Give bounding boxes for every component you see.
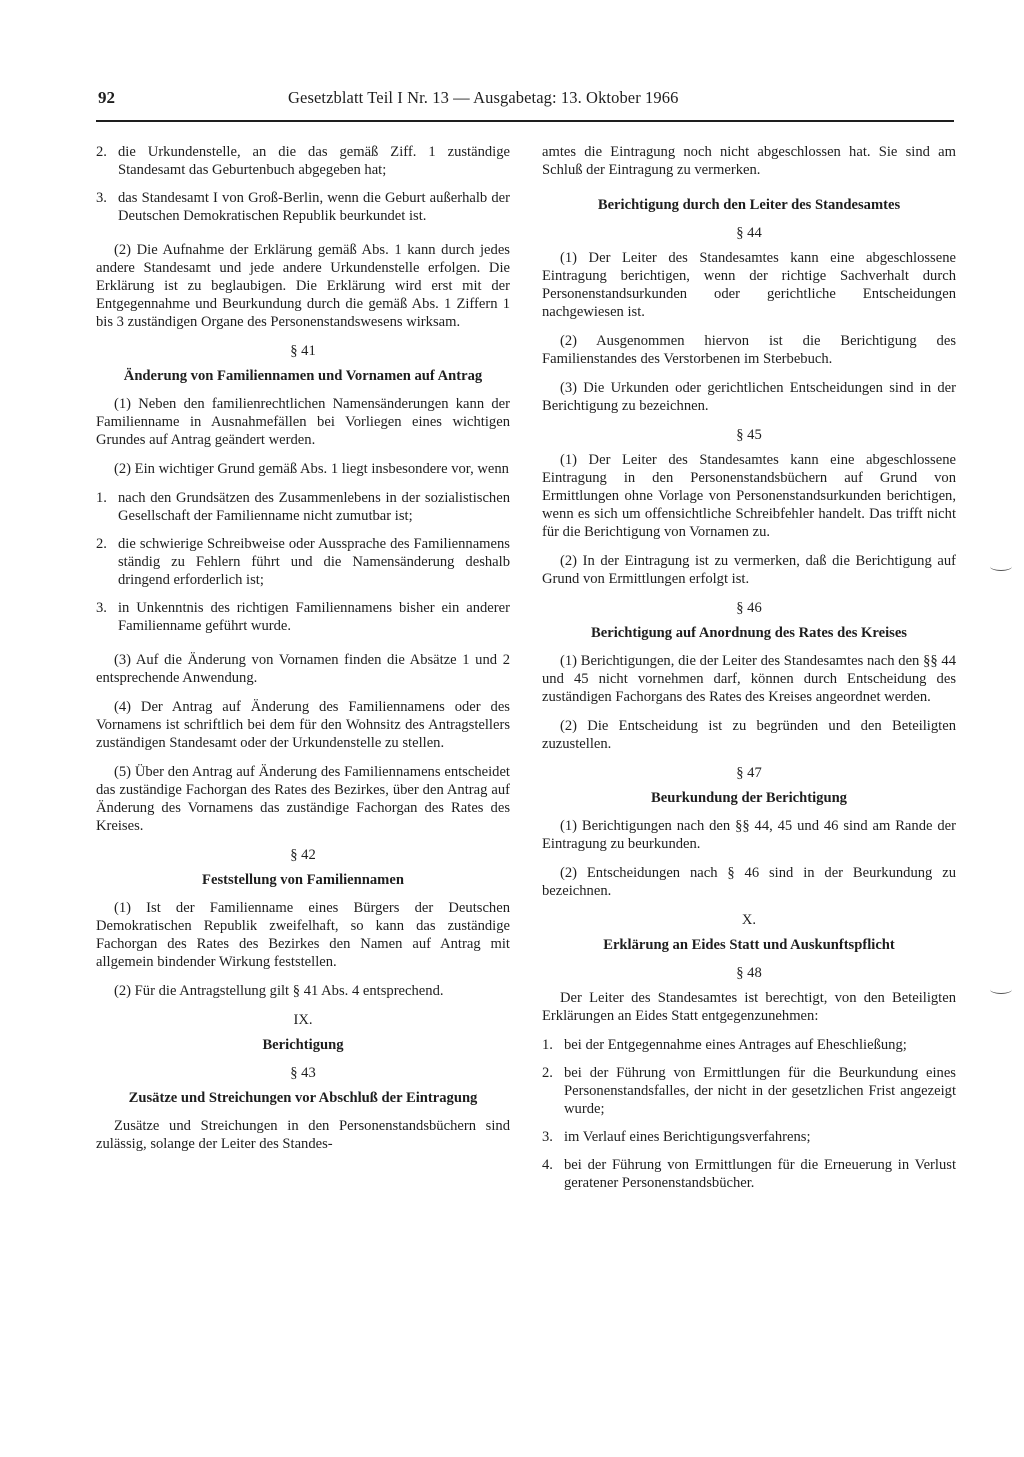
chapter-heading: Erklärung an Eides Statt und Auskunftspflicht [603, 937, 895, 953]
section-heading: Berichtigung durch den Leiter des Standesamtes [597, 197, 901, 213]
list-item: 3. in Unkenntnis des richtigen Familiennamens bisher ein anderer Familienname geführt wurde. [96, 600, 510, 634]
section-number: § 47 [736, 765, 762, 781]
paragraph: (1) Berichtigungen nach den §§ 44, 45 und 46 sind am Rande der Eintragung zu beurkunden. [542, 818, 956, 852]
paragraph: Zusätze und Streichungen in den Personenstandsbüchern sind zulässig, solange der Leiter des Standes- [96, 1118, 510, 1152]
section-heading: Zusätze und Streichungen vor Abschluß der Eintragung [128, 1090, 478, 1106]
right-column [542, 143, 956, 1202]
page-number: 92 [98, 88, 115, 107]
list-item: 2. die Urkundenstelle, an die das gemäß Ziff. 1 zuständige Standesamt das Geburtenbuch abgegeben hat; [96, 144, 510, 178]
paragraph: Der Leiter des Standesamtes ist berechtigt, von den Beteiligten Erklärungen an Eides Statt entgegenzunehmen: [542, 990, 956, 1024]
chapter-heading: Berichtigung [262, 1037, 344, 1053]
margin-mark [990, 985, 1012, 994]
paragraph: (2) In der Eintragung ist zu vermerken, daß die Berichtigung auf Grund von Ermittlungen erfolgt ist. [542, 553, 956, 587]
list-item: 1. nach den Grundsätzen des Zusammenlebens in der sozialistischen Gesellschaft der Familienname nicht zumutbar ist; [96, 490, 510, 524]
paragraph: amtes die Eintragung noch nicht abgeschlossen hat. Sie sind am Schluß der Eintragung zu vermerken. [542, 144, 956, 178]
header-rule [96, 120, 954, 122]
paragraph: (1) Ist der Familienname eines Bürgers der Deutschen Demokratischen Republik zweifelhaft, so kann das zuständige Fachorgan des Rates des Bezirkes den Namen auf Antrag mit allgemein bindender Wirkung feststellen. [96, 900, 510, 970]
gazette-title: Gesetzblatt Teil I Nr. 13 — Ausgabetag: 13. Oktober 1966 [288, 88, 679, 107]
paragraph: (2) Ausgenommen hiervon ist die Berichtigung des Familienstandes des Verstorbenen im Sterbebuch. [542, 333, 956, 367]
left-column [96, 143, 510, 1164]
list-item: 2. bei der Führung von Ermittlungen für die Beurkundung eines Personenstandsfalles, der nicht in der gesetzlichen Frist angezeigt wurde; [542, 1065, 956, 1117]
page-header [98, 88, 952, 114]
paragraph: (1) Neben den familienrechtlichen Namensänderungen kann der Familienname in Ausnahmefällen bei Vorliegen eines wichtigen Grundes auf Antrag geändert werden. [96, 396, 510, 448]
section-heading: Feststellung von Familiennamen [202, 872, 404, 888]
list-item: 1. bei der Entgegennahme eines Antrages auf Eheschließung; [542, 1037, 907, 1053]
section-number: § 45 [736, 427, 762, 443]
section-number: § 43 [290, 1065, 316, 1081]
paragraph: (4) Der Antrag auf Änderung des Familiennamens oder des Vornamens ist schriftlich bei dem für den Wohnsitz des Antragstellers zuständigen Standesamt oder der Urkundenstelle zu stellen. [96, 699, 510, 751]
paragraph: (2) Die Entscheidung ist zu begründen und den Beteiligten zuzustellen. [542, 718, 956, 752]
list-item: 3. im Verlauf eines Berichtigungsverfahrens; [542, 1129, 811, 1145]
margin-mark [990, 562, 1012, 571]
paragraph: (3) Auf die Änderung von Vornamen finden die Absätze 1 und 2 entsprechende Anwendung. [96, 652, 510, 686]
paragraph: (1) Der Leiter des Standesamtes kann eine abgeschlossene Eintragung berichtigen, wenn der richtige Sachverhalt durch Personenstandsurkunden oder gerichtliche Entscheidungen nachgewiesen ist. [542, 250, 956, 320]
chapter-number: X. [741, 912, 757, 928]
section-heading: Berichtigung auf Anordnung des Rates des Kreises [591, 625, 907, 641]
list-item: 3. das Standesamt I von Groß-Berlin, wenn die Geburt außerhalb der Deutschen Demokratischen Republik beurkundet ist. [96, 190, 510, 224]
paragraph: (2) Ein wichtiger Grund gemäß Abs. 1 liegt insbesondere vor, wenn [114, 461, 509, 477]
paragraph: (2) Für die Antragstellung gilt § 41 Abs. 4 entsprechend. [114, 983, 444, 999]
section-heading: Beurkundung der Berichtigung [651, 790, 847, 806]
paragraph: (5) Über den Antrag auf Änderung des Familiennamens entscheidet das zuständige Fachorgan des Rates des Bezirkes, über den Antrag auf Änderung des Vornamens das zuständige Fachorgan des Rates des Kreises. [96, 764, 510, 834]
paragraph: (2) Die Aufnahme der Erklärung gemäß Abs. 1 kann durch jedes andere Standesamt und jede andere Urkundenstelle erfolgen. Die Erklärung ist zu beglaubigen. Die Erklärung wird erst mit der Entgegennahme und Beurkundung durch die gemäß Abs. 1 Ziffern 1 bis 3 zuständigen Organe des Personenstandswesens wirksam. [96, 242, 510, 330]
section-number: § 46 [736, 600, 762, 616]
paragraph: (1) Berichtigungen, die der Leiter des Standesamtes nach den §§ 44 und 45 nicht vornehmen darf, können durch Entscheidung des zuständigen Fachorgans des Rates des Kreises angeordnet werden. [542, 653, 956, 705]
list-item: 2. die schwierige Schreibweise oder Aussprache des Familiennamens ständig zu Fehlern führt und die Namensänderung deshalb dringend erforderlich ist; [96, 536, 510, 588]
section-number: § 44 [736, 225, 762, 241]
chapter-number: IX. [293, 1012, 313, 1028]
paragraph: (3) Die Urkunden oder gerichtlichen Entscheidungen sind in der Berichtigung zu bezeichnen. [542, 380, 956, 414]
section-number: § 41 [290, 343, 316, 359]
section-number: § 48 [736, 965, 762, 981]
paragraph: (2) Entscheidungen nach § 46 sind in der Beurkundung zu bezeichnen. [542, 865, 956, 899]
section-number: § 42 [290, 847, 316, 863]
section-heading: Änderung von Familiennamen und Vornamen auf Antrag [123, 368, 483, 384]
paragraph: (1) Der Leiter des Standesamtes kann eine abgeschlossene Eintragung in den Personenstandsbüchern auf Grund von Ermittlungen ohne Vorlage von Personenstandsurkunden berichtigen, wenn es sich um offensichtliche Schreibfehler handelt. Das trifft nicht für die Berichtigung von Vornamen zu. [542, 452, 956, 540]
list-item: 4. bei der Führung von Ermittlungen für die Erneuerung in Verlust geratener Personenstandsbücher. [542, 1157, 956, 1191]
